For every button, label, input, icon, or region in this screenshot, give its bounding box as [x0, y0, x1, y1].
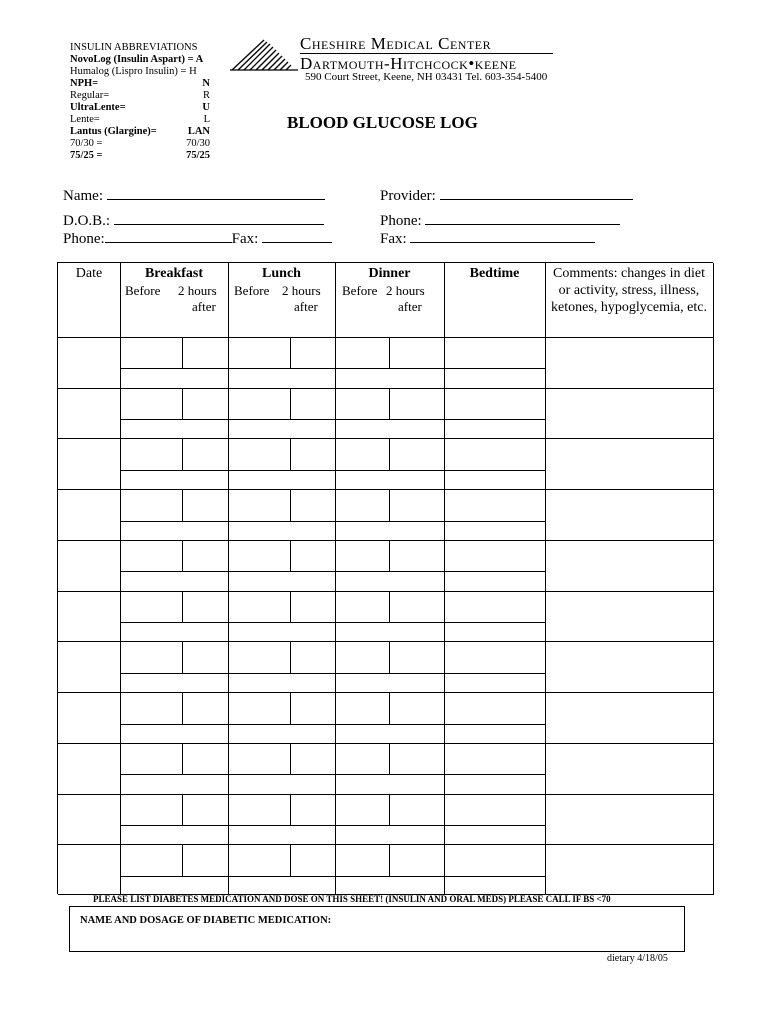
row-divider: [58, 489, 714, 490]
abbreviation-row: [70, 150, 210, 162]
glucose-reading-cell[interactable]: [230, 846, 288, 873]
row-divider: [58, 540, 714, 541]
glucose-reading-cell[interactable]: [446, 440, 543, 467]
glucose-reading-cell[interactable]: [184, 745, 226, 772]
bedtime-header: Bedtime: [469, 266, 520, 281]
header-divider: [58, 337, 714, 338]
date-cell[interactable]: [60, 390, 118, 437]
before-after-divider: [389, 337, 390, 368]
comments-cell[interactable]: [547, 440, 711, 487]
abbreviation-row: [70, 126, 210, 138]
glucose-reading-cell[interactable]: [230, 339, 288, 366]
glucose-reading-cell[interactable]: [446, 694, 543, 721]
dob-line[interactable]: [114, 210, 324, 225]
abbreviation-name: 75/25 =: [70, 150, 103, 161]
glucose-reading-cell[interactable]: [337, 593, 387, 620]
glucose-reading-cell[interactable]: [292, 643, 333, 670]
fax-line[interactable]: [262, 228, 332, 243]
abbreviation-row: [70, 66, 210, 78]
glucose-reading-cell[interactable]: [292, 694, 333, 721]
before-after-divider: [182, 692, 183, 723]
name-field[interactable]: [63, 185, 325, 205]
abbreviation-row: [70, 138, 210, 150]
comments-cell[interactable]: [547, 745, 711, 792]
glucose-reading-cell[interactable]: [184, 796, 226, 823]
glucose-reading-cell[interactable]: [446, 339, 543, 366]
comments-cell[interactable]: [547, 339, 711, 386]
abbreviation-name: Regular=: [70, 90, 110, 101]
before-after-divider: [290, 540, 291, 571]
glucose-reading-cell[interactable]: [446, 390, 543, 417]
glucose-reading-cell[interactable]: [230, 593, 288, 620]
abbreviation-row: [70, 102, 210, 114]
glucose-reading-cell[interactable]: [292, 440, 333, 467]
provider-fax-label: Fax:: [380, 231, 407, 247]
before-after-divider: [389, 438, 390, 469]
medication-label: NAME AND DOSAGE OF DIABETIC MEDICATION:: [80, 915, 332, 926]
date-cell[interactable]: [60, 593, 118, 640]
comments-cell[interactable]: [547, 593, 711, 640]
glucose-reading-cell[interactable]: [184, 643, 226, 670]
provider-line[interactable]: [440, 185, 633, 200]
breakfast-after-label: after: [192, 299, 216, 314]
abbreviation-code: L: [203, 114, 210, 125]
before-after-divider: [290, 743, 291, 774]
abbreviation-name: Lantus (Glargine)=: [70, 126, 157, 137]
glucose-reading-cell[interactable]: [446, 796, 543, 823]
before-after-divider: [290, 692, 291, 723]
name-line[interactable]: [107, 185, 325, 200]
before-after-divider: [290, 438, 291, 469]
breakfast-before-label: Before: [125, 283, 161, 298]
abbreviations-heading: INSULIN ABBREVIATIONS: [70, 42, 198, 53]
glucose-reading-cell[interactable]: [184, 542, 226, 569]
provider-fax-line[interactable]: [410, 228, 595, 243]
glucose-reading-cell[interactable]: [122, 339, 180, 366]
glucose-reading-cell[interactable]: [230, 390, 288, 417]
dinner-2hours-label: 2 hours: [386, 283, 425, 298]
row-subdivider: [120, 673, 545, 674]
row-divider: [58, 794, 714, 795]
table-border-right: [713, 263, 714, 895]
column-divider: [444, 263, 445, 895]
abbreviation-code: 70/30: [186, 138, 210, 149]
abbreviation-name: Humalog (Lispro Insulin) = H: [70, 66, 197, 77]
row-subdivider: [120, 571, 545, 572]
date-cell[interactable]: [60, 745, 118, 792]
glucose-reading-cell[interactable]: [230, 440, 288, 467]
abbreviation-code: LAN: [187, 126, 210, 137]
glucose-reading-cell[interactable]: [337, 491, 387, 518]
glucose-reading-cell[interactable]: [184, 390, 226, 417]
before-after-divider: [182, 591, 183, 622]
abbreviation-code: N: [202, 78, 210, 89]
column-divider: [228, 263, 229, 895]
insulin-abbreviations: [70, 42, 210, 162]
abbreviation-name: UltraLente=: [70, 102, 126, 113]
dinner-header: Dinner: [368, 266, 411, 281]
glucose-log-table: [57, 262, 713, 894]
before-after-divider: [389, 692, 390, 723]
dob-label: D.O.B.:: [63, 213, 111, 229]
glucose-reading-cell[interactable]: [446, 846, 543, 873]
form-code: dietary 4/18/05: [607, 953, 668, 964]
row-divider: [58, 692, 714, 693]
date-cell[interactable]: [60, 643, 118, 690]
before-after-divider: [182, 337, 183, 368]
glucose-reading-cell[interactable]: [337, 796, 387, 823]
glucose-reading-cell[interactable]: [446, 643, 543, 670]
dob-field[interactable]: [63, 210, 324, 230]
glucose-reading-cell[interactable]: [337, 390, 387, 417]
glucose-reading-cell[interactable]: [391, 339, 442, 366]
before-after-divider: [389, 489, 390, 520]
abbreviation-row: [70, 90, 210, 102]
page-title: BLOOD GLUCOSE LOG: [287, 113, 478, 132]
glucose-reading-cell[interactable]: [337, 542, 387, 569]
date-cell[interactable]: [60, 796, 118, 843]
comments-cell[interactable]: [547, 846, 711, 893]
glucose-reading-cell[interactable]: [391, 390, 442, 417]
phone-line[interactable]: [105, 228, 232, 243]
lunch-header: Lunch: [262, 266, 301, 281]
before-after-divider: [389, 540, 390, 571]
before-after-divider: [290, 591, 291, 622]
glucose-reading-cell[interactable]: [292, 593, 333, 620]
glucose-reading-cell[interactable]: [337, 846, 387, 873]
glucose-reading-cell[interactable]: [184, 593, 226, 620]
hospital-logo-icon: [230, 38, 298, 72]
lunch-2hours-label: 2 hours: [282, 283, 321, 298]
glucose-reading-cell[interactable]: [337, 745, 387, 772]
glucose-reading-cell[interactable]: [292, 542, 333, 569]
before-after-divider: [290, 388, 291, 419]
row-subdivider: [120, 521, 545, 522]
row-subdivider: [120, 876, 545, 877]
glucose-reading-cell[interactable]: [122, 846, 180, 873]
row-divider: [58, 641, 714, 642]
glucose-reading-cell[interactable]: [230, 643, 288, 670]
before-after-divider: [182, 794, 183, 825]
patient-phone-fax-field[interactable]: [63, 228, 332, 248]
abbreviation-name: NPH=: [70, 78, 99, 89]
comments-cell[interactable]: [547, 643, 711, 690]
row-divider: [58, 743, 714, 744]
before-after-divider: [389, 743, 390, 774]
glucose-reading-cell[interactable]: [292, 796, 333, 823]
glucose-reading-cell[interactable]: [122, 542, 180, 569]
glucose-reading-cell[interactable]: [446, 745, 543, 772]
glucose-reading-cell[interactable]: [122, 390, 180, 417]
date-cell[interactable]: [60, 339, 118, 386]
glucose-reading-cell[interactable]: [446, 593, 543, 620]
column-divider: [120, 263, 121, 895]
comments-cell[interactable]: [547, 694, 711, 741]
provider-label: Provider:: [380, 188, 436, 204]
row-subdivider: [120, 622, 545, 623]
dinner-after-label: after: [398, 299, 422, 314]
row-divider: [58, 591, 714, 592]
provider-phone-label: Phone:: [380, 213, 422, 229]
row-subdivider: [120, 724, 545, 725]
before-after-divider: [290, 794, 291, 825]
glucose-reading-cell[interactable]: [184, 491, 226, 518]
before-after-divider: [389, 844, 390, 875]
glucose-reading-cell[interactable]: [391, 796, 442, 823]
glucose-reading-cell[interactable]: [446, 542, 543, 569]
phone-label: Phone:: [63, 231, 105, 247]
abbreviation-code: U: [202, 102, 210, 113]
row-subdivider: [120, 470, 545, 471]
row-subdivider: [120, 774, 545, 775]
abbreviation-code: [197, 66, 223, 78]
abbreviation-code: R: [202, 90, 210, 101]
fax-label: Fax:: [231, 231, 259, 247]
glucose-reading-cell[interactable]: [391, 593, 442, 620]
comments-header: Comments: changes in diet or activity, stress, illness, ketones, hypoglycemia, etc.: [551, 266, 707, 315]
before-after-divider: [290, 844, 291, 875]
column-divider: [545, 263, 546, 895]
glucose-reading-cell[interactable]: [122, 593, 180, 620]
org-name: Cheshire Medical Center: [300, 34, 492, 53]
lunch-after-label: after: [294, 299, 318, 314]
dinner-before-label: Before: [342, 283, 378, 298]
row-divider: [58, 438, 714, 439]
row-divider: [58, 844, 714, 845]
glucose-reading-cell[interactable]: [184, 846, 226, 873]
provider-phone-field[interactable]: [380, 210, 620, 230]
before-after-divider: [182, 438, 183, 469]
comments-cell[interactable]: [547, 491, 711, 538]
abbreviation-row: [70, 78, 210, 90]
glucose-reading-cell[interactable]: [122, 491, 180, 518]
abbreviation-list: [70, 54, 210, 162]
before-after-divider: [290, 337, 291, 368]
glucose-reading-cell[interactable]: [292, 491, 333, 518]
glucose-reading-cell[interactable]: [337, 339, 387, 366]
breakfast-header: Breakfast: [144, 266, 204, 281]
provider-fax-field[interactable]: [380, 228, 595, 248]
glucose-reading-cell[interactable]: [292, 339, 333, 366]
glucose-reading-cell[interactable]: [230, 542, 288, 569]
breakfast-2hours-label: 2 hours: [178, 283, 217, 298]
abbreviation-name: NovoLog (Insulin Aspart) = A: [70, 54, 204, 65]
glucose-reading-cell[interactable]: [391, 491, 442, 518]
before-after-divider: [389, 794, 390, 825]
glucose-reading-cell[interactable]: [292, 390, 333, 417]
glucose-reading-cell[interactable]: [391, 440, 442, 467]
glucose-reading-cell[interactable]: [184, 694, 226, 721]
provider-field[interactable]: [380, 185, 633, 205]
glucose-reading-cell[interactable]: [122, 796, 180, 823]
glucose-reading-cell[interactable]: [122, 694, 180, 721]
abbreviation-code: [203, 54, 229, 66]
before-after-divider: [182, 743, 183, 774]
column-divider: [335, 263, 336, 895]
glucose-reading-cell[interactable]: [391, 846, 442, 873]
comments-cell[interactable]: [547, 390, 711, 437]
glucose-reading-cell[interactable]: [337, 440, 387, 467]
before-after-divider: [182, 489, 183, 520]
glucose-reading-cell[interactable]: [184, 440, 226, 467]
date-cell[interactable]: [60, 694, 118, 741]
before-after-divider: [290, 641, 291, 672]
before-after-divider: [182, 844, 183, 875]
glucose-reading-cell[interactable]: [446, 491, 543, 518]
comments-cell[interactable]: [547, 542, 711, 589]
before-after-divider: [182, 388, 183, 419]
abbreviation-row: [70, 54, 210, 66]
date-cell[interactable]: [60, 846, 118, 893]
before-after-divider: [389, 388, 390, 419]
glucose-reading-cell[interactable]: [230, 745, 288, 772]
glucose-reading-cell[interactable]: [230, 694, 288, 721]
date-cell[interactable]: [60, 440, 118, 487]
date-cell[interactable]: [60, 491, 118, 538]
before-after-divider: [389, 591, 390, 622]
glucose-reading-cell[interactable]: [292, 745, 333, 772]
glucose-reading-cell[interactable]: [230, 491, 288, 518]
medication-box[interactable]: [69, 906, 685, 952]
glucose-reading-cell[interactable]: [391, 745, 442, 772]
glucose-reading-cell[interactable]: [391, 542, 442, 569]
abbreviation-row: [70, 114, 210, 126]
glucose-reading-cell[interactable]: [122, 745, 180, 772]
medication-instruction: PLEASE LIST DIABETES MEDICATION AND DOSE ON THIS SHEET! (INSULIN AND ORAL MEDS) PLEASE CALL IF BS <70: [93, 894, 611, 904]
abbreviation-name: Lente=: [70, 114, 100, 125]
name-label: Name:: [63, 188, 103, 204]
before-after-divider: [389, 641, 390, 672]
comments-cell[interactable]: [547, 796, 711, 843]
glucose-reading-cell[interactable]: [184, 339, 226, 366]
row-subdivider: [120, 368, 545, 369]
row-subdivider: [120, 825, 545, 826]
glucose-reading-cell[interactable]: [391, 643, 442, 670]
row-divider: [58, 388, 714, 389]
lunch-before-label: Before: [234, 283, 270, 298]
provider-phone-line[interactable]: [425, 210, 620, 225]
glucose-reading-cell[interactable]: [337, 694, 387, 721]
glucose-reading-cell[interactable]: [391, 694, 442, 721]
glucose-reading-cell[interactable]: [122, 643, 180, 670]
glucose-reading-cell[interactable]: [122, 440, 180, 467]
glucose-reading-cell[interactable]: [292, 846, 333, 873]
glucose-reading-cell[interactable]: [337, 643, 387, 670]
date-header: Date: [75, 266, 103, 281]
before-after-divider: [290, 489, 291, 520]
row-subdivider: [120, 419, 545, 420]
date-cell[interactable]: [60, 542, 118, 589]
abbreviation-name: 70/30 =: [70, 138, 103, 149]
before-after-divider: [182, 641, 183, 672]
org-affiliation: Dartmouth-Hitchcock•keene: [300, 54, 517, 73]
org-address: 590 Court Street, Keene, NH 03431 Tel. 603-354-5400: [305, 71, 548, 83]
abbreviation-code: 75/25: [186, 150, 210, 161]
glucose-reading-cell[interactable]: [230, 796, 288, 823]
before-after-divider: [182, 540, 183, 571]
